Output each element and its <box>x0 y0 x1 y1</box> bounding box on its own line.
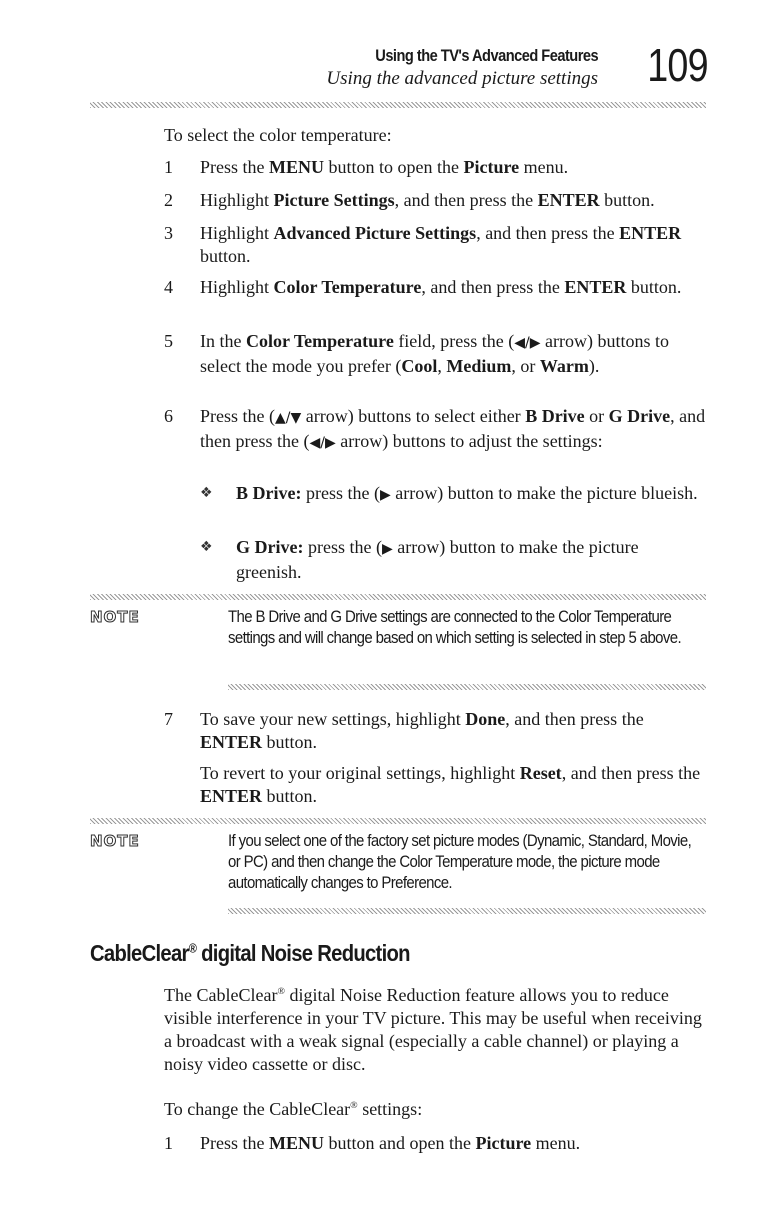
step-4 <box>164 276 706 299</box>
header-rule <box>90 102 706 108</box>
step-text: In the Color Temperature field, press the (◀/▶ arrow) buttons to select the mode you prefer (Cool, Medium, or Warm). <box>200 331 670 376</box>
step-number: 1 <box>164 157 173 177</box>
step-1 <box>164 156 706 179</box>
cableclear-step-1 <box>164 1132 706 1155</box>
step-text: To save your new settings, highlight Done, and then press the ENTER button. <box>200 709 644 752</box>
step-text: Highlight Advanced Picture Settings, and then press the ENTER button. <box>200 223 682 266</box>
revert-text: To revert to your original settings, highlight Reset, and then press the ENTER button. <box>200 763 701 806</box>
step-number: 2 <box>164 190 173 210</box>
step-number: 1 <box>164 1133 173 1153</box>
step-text: Press the MENU button and open the Picture menu. <box>200 1133 581 1153</box>
right-arrow-icon: ▶ <box>379 487 391 503</box>
bullet-b-drive <box>200 482 706 507</box>
up-down-arrow-icon: ▲/▼ <box>275 410 302 426</box>
note-text: If you select one of the factory set picture modes (Dynamic, Standard, Movie, or PC) and then change the Color Temperature mode, the picture mode automatically changes to Preference. <box>228 831 692 892</box>
step-text: Press the (▲/▼ arrow) buttons to select either B Drive or G Drive, and then press the (◀/▶ arrow) buttons to adjust the settings: <box>200 406 706 451</box>
intro-text: To select the color temperature: <box>164 125 392 145</box>
diamond-bullet-icon: ❖ <box>200 539 213 555</box>
cableclear-description: The CableClear® digital Noise Reduction feature allows you to reduce visible interference in your TV picture. This may be useful when receiving a broadcast with a weak signal (especially a cable channel) or playing a noisy video cassette or disc. <box>164 985 702 1074</box>
step-number: 7 <box>164 709 173 729</box>
left-right-arrow-icon: ◀/▶ <box>309 435 336 451</box>
step-number: 5 <box>164 331 173 351</box>
step-text: Highlight Color Temperature, and then press the ENTER button. <box>200 277 682 297</box>
step-number: 6 <box>164 406 173 426</box>
step-7 <box>164 708 706 754</box>
step-number: 4 <box>164 277 173 297</box>
step-5 <box>164 330 706 378</box>
note-label: NOTE <box>90 608 140 626</box>
note-rule-bottom <box>228 684 706 690</box>
step-2 <box>164 189 706 212</box>
step-3 <box>164 222 706 268</box>
page-number: 109 <box>647 39 708 91</box>
left-right-arrow-icon: ◀/▶ <box>514 335 541 351</box>
step-6 <box>164 405 706 455</box>
note-rule-top <box>90 818 706 824</box>
bullet-text: G Drive: press the (▶ arrow) button to make the picture greenish. <box>236 537 639 582</box>
note-text: The B Drive and G Drive settings are connected to the Color Temperature settings and will change based on which setting is selected in step 5 above. <box>228 607 681 647</box>
right-arrow-icon: ▶ <box>381 541 393 557</box>
step-text: Press the MENU button to open the Picture menu. <box>200 157 569 177</box>
section-title: Using the advanced picture settings <box>326 68 598 89</box>
section-heading: CableClear® digital Noise Reduction <box>90 940 410 966</box>
step-number: 3 <box>164 223 173 243</box>
note-label: NOTE <box>90 832 140 850</box>
note-rule-top <box>90 594 706 600</box>
chapter-title: Using the TV's Advanced Features <box>375 46 598 65</box>
diamond-bullet-icon: ❖ <box>200 485 213 501</box>
note-rule-bottom <box>228 908 706 914</box>
bullet-text: B Drive: press the (▶ arrow) button to make the picture blueish. <box>236 483 698 503</box>
step-text: Highlight Picture Settings, and then press the ENTER button. <box>200 190 655 210</box>
cableclear-intro: To change the CableClear® settings: <box>164 1099 423 1119</box>
bullet-g-drive <box>200 536 706 584</box>
